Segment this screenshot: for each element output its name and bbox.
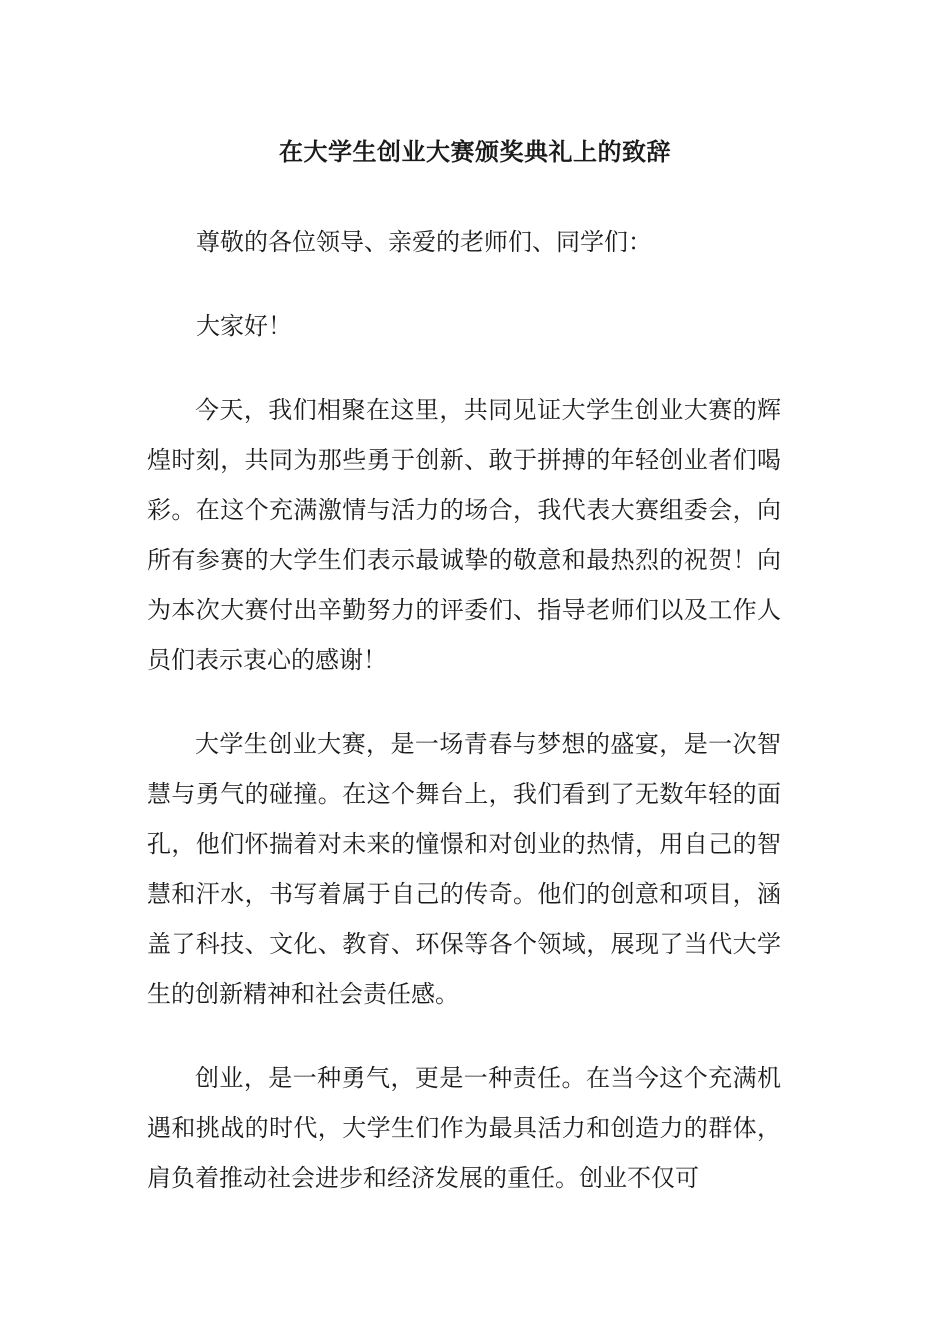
paragraph-2: 大学生创业大赛，是一场青春与梦想的盛宴，是一次智慧与勇气的碰撞。在这个舞台上，我们看到了无数年轻的面孔，他们怀揣着对未来的憧憬和对创业的热情，用自己的智慧和汗水，书写着属于自己的传奇。他们的创意和项目，涵盖了科技、文化、教育、环保等各个领域，展现了当代大学生的创新精神和社会责任感。: [147, 730, 781, 1008]
paragraph-3: 创业，是一种勇气，更是一种责任。在当今这个充满机遇和挑战的时代，大学生们作为最具活力和创造力的群体，肩负着推动社会进步和经济发展的重任。创业不仅可: [147, 1064, 781, 1192]
greeting-line: 大家好！: [196, 312, 292, 340]
paragraph-1: 今天，我们相聚在这里，共同见证大学生创业大赛的辉煌时刻，共同为那些勇于创新、敢于拼搏的年轻创业者们喝彩。在这个充满激情与活力的场合，我代表大赛组委会，向所有参赛的大学生们表示最诚挚的敬意和最热烈的祝贺！向为本次大赛付出辛勤努力的评委们、指导老师们以及工作人员们表示衷心的感谢！: [147, 396, 781, 674]
document-title: 在大学生创业大赛颁奖典礼上的致辞: [279, 137, 671, 166]
salutation-line: 尊敬的各位领导、亲爱的老师们、同学们：: [196, 228, 652, 256]
